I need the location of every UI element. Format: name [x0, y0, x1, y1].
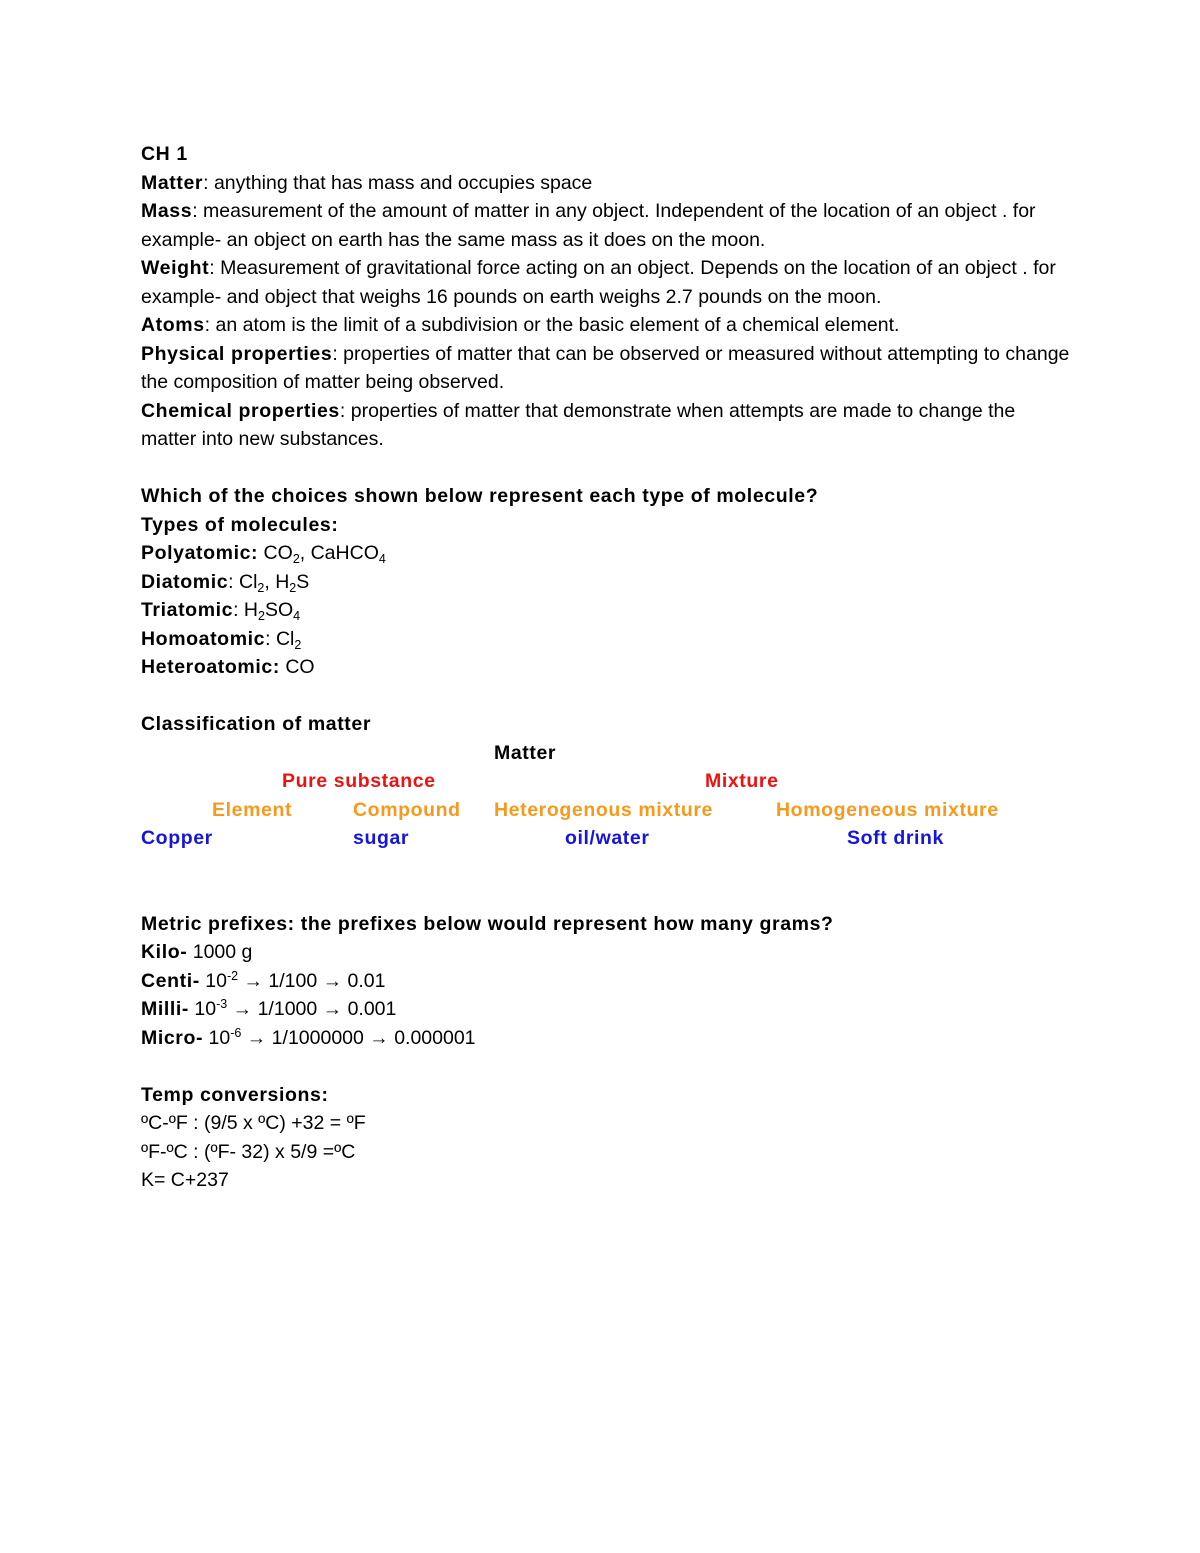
prefix-label: Centi-: [141, 969, 200, 992]
class-compound: Compound: [353, 798, 461, 821]
prefix-value: 1000 g: [187, 941, 253, 963]
formula-subscript: 2: [258, 609, 265, 623]
molecule-label: Heteroatomic:: [141, 656, 280, 678]
molecule-types-heading: Types of molecules:: [141, 513, 339, 536]
temp-formula-kelvin: K= C+237: [141, 1169, 229, 1191]
classification-row-root: [141, 739, 1071, 768]
definition-text: : measurement of the amount of matter in any object. Independent of the location of an object . for example- an object on earth has the same mass as it does on the moon.: [141, 200, 1036, 251]
formula-text: SO: [264, 599, 294, 621]
definition-text: : Measurement of gravitational force acting on an object. Depends on the location of an object . for example- and object that weighs 16 pounds on earth weighs 2.7 pounds on the moon.: [141, 257, 1056, 308]
definition-term: Physical properties: [141, 342, 333, 365]
definition-term: Chemical properties: [141, 399, 340, 422]
formula-subscript: 2: [294, 637, 302, 652]
formula-subscript: 2: [292, 552, 300, 566]
formula-subscript: 4: [378, 552, 386, 566]
formula-subscript: 2: [257, 580, 265, 595]
class-homogeneous-mixture: Homogeneous mixture: [776, 798, 999, 821]
formula-text: : Cl: [228, 570, 258, 593]
formula-text: S: [296, 570, 310, 593]
metric-centi: [141, 967, 1071, 996]
spacer: [141, 853, 1071, 882]
definition-weight: [141, 254, 1071, 311]
prefix-value: → 1/1000000 → 0.000001: [241, 1026, 476, 1049]
definition-text: : properties of matter that demonstrate when attempts are made to change the matter into new substances.: [141, 399, 1016, 450]
classification-row-level1: [141, 767, 1071, 796]
chapter-heading: CH 1: [141, 143, 188, 165]
molecule-label: Triatomic: [141, 599, 234, 621]
definition-term: Mass: [141, 200, 193, 222]
temp-formula-f-to-c: ºF-ºC : (ºF- 32) x 5/9 =ºC: [141, 1140, 356, 1163]
molecule-question: Which of the choices shown below represent each type of molecule?: [141, 485, 819, 507]
prefix-base: 10: [199, 969, 227, 992]
prefix-exponent: -6: [230, 1025, 242, 1040]
prefix-base: 10: [189, 998, 217, 1020]
molecule-diatomic: [141, 568, 1071, 597]
definition-text: : properties of matter that can be observed or measured without attempting to change the composition of matter being observed.: [141, 342, 1070, 393]
molecule-heteroatomic: [141, 653, 1071, 682]
formula-text: , CaHCO: [299, 542, 379, 564]
formula-text: CO: [258, 542, 293, 564]
classification-heading: Classification of matter: [141, 713, 372, 735]
molecule-homoatomic: [141, 625, 1071, 654]
molecule-polyatomic: [141, 539, 1071, 568]
prefix-label: Kilo-: [141, 941, 188, 963]
prefix-label: Milli-: [141, 998, 190, 1020]
formula-subscript: 4: [293, 609, 301, 623]
temp-heading: Temp conversions:: [141, 1083, 329, 1106]
prefix-value: → 1/1000 → 0.001: [227, 998, 397, 1020]
prefix-label: Micro-: [141, 1026, 204, 1049]
class-element: Element: [212, 798, 293, 821]
prefix-value: → 1/100 → 0.01: [238, 969, 386, 992]
definition-atoms: [141, 311, 1071, 340]
definition-physical-properties: [141, 340, 1071, 397]
class-copper: Copper: [141, 827, 213, 849]
class-heterogenous-mixture: Heterogenous mixture: [494, 798, 713, 821]
metric-micro: [141, 1024, 1071, 1053]
formula-text: , H: [264, 570, 290, 593]
metric-kilo: [141, 938, 1071, 967]
spacer: [141, 881, 1071, 910]
metric-milli: [141, 995, 1071, 1024]
molecule-triatomic: [141, 596, 1071, 625]
prefix-base: 10: [203, 1026, 231, 1049]
spacer: [141, 1052, 1071, 1081]
document-body: [141, 140, 1071, 1195]
formula-text: CO: [279, 656, 315, 678]
definition-text: : an atom is the limit of a subdivision or the basic element of a chemical element.: [204, 314, 900, 336]
class-soft-drink: Soft drink: [847, 827, 944, 849]
class-mixture: Mixture: [705, 770, 779, 792]
definition-matter: [141, 169, 1071, 198]
definition-mass: [141, 197, 1071, 254]
class-sugar: sugar: [353, 827, 410, 849]
metric-question: Metric prefixes: the prefixes below would represent how many grams?: [141, 912, 834, 935]
classification-row-level2: [141, 796, 1071, 825]
spacer: [141, 682, 1071, 711]
definition-chemical-properties: [141, 397, 1071, 454]
formula-text: : Cl: [265, 627, 295, 650]
definition-term: Atoms: [141, 314, 205, 336]
formula-text: : H: [233, 599, 259, 621]
temp-formula-c-to-f: ºC-ºF : (9/5 x ºC) +32 = ºF: [141, 1112, 366, 1134]
class-matter: Matter: [494, 741, 557, 764]
formula-subscript: 2: [289, 580, 297, 595]
molecule-label: Polyatomic:: [141, 542, 259, 564]
prefix-exponent: -3: [216, 997, 228, 1011]
classification-row-level3: [141, 824, 1071, 853]
prefix-exponent: -2: [226, 968, 239, 983]
molecule-label: Homoatomic: [141, 627, 266, 650]
molecule-label: Diatomic: [141, 570, 229, 593]
class-oil-water: oil/water: [565, 827, 650, 849]
class-pure-substance: Pure substance: [282, 770, 436, 792]
definition-term: Matter: [141, 171, 204, 194]
definition-term: Weight: [141, 257, 210, 279]
spacer: [141, 454, 1071, 483]
definition-text: : anything that has mass and occupies space: [203, 171, 593, 194]
